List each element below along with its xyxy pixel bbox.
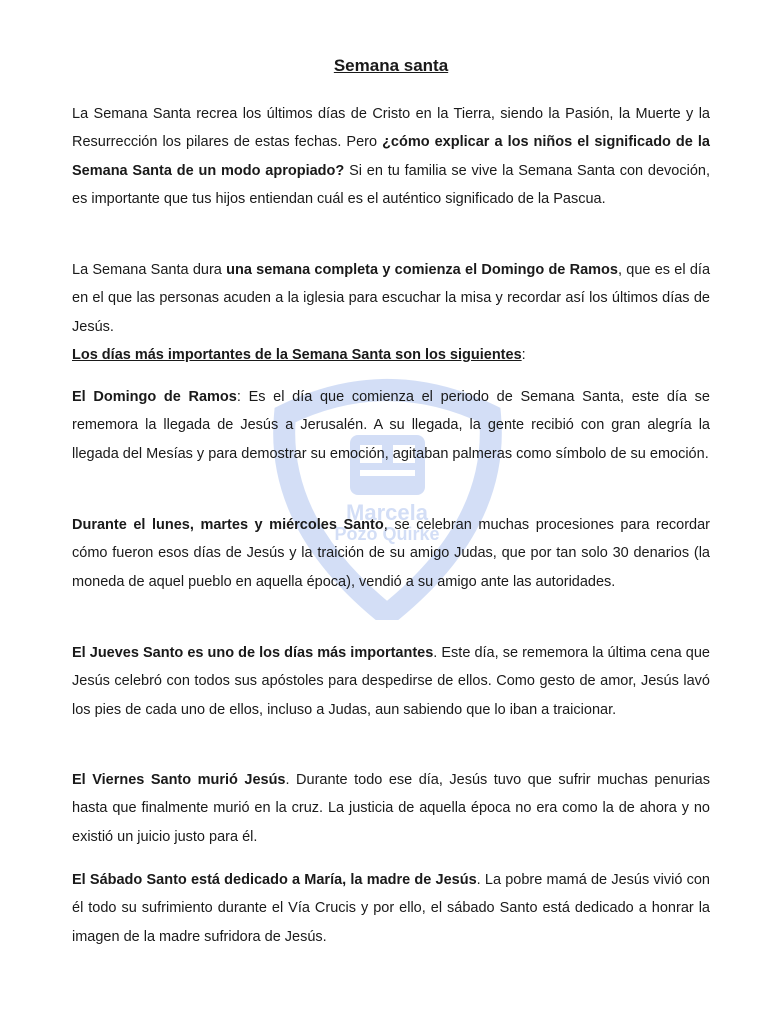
- important-days-heading: Los días más importantes de la Semana Santa son los siguientes:: [72, 347, 526, 363]
- sabado-paragraph: El Sábado Santo está dedicado a María, la madre de Jesús. La pobre mamá de Jesús vivió con él todo su sufrimiento durante el Vía Crucis y por ello, el sábado Santo está dedicado a honrar la imagen de la madre sufridora de Jesús.: [72, 872, 710, 945]
- intro-paragraph: La Semana Santa recrea los últimos días de Cristo en la Tierra, siendo la Pasión, la Muerte y la Resurrección los pilares de estas fechas. Pero ¿cómo explicar a los niños el significado de la Semana Santa de un modo apropiado? Si en tu familia se vive la Semana Santa con devoción, es importante que tus hijos entiendan cuál es el auténtico significado de la Pascua.: [72, 106, 711, 207]
- lunes-paragraph: Durante el lunes, martes y miércoles Santo, se celebran muchas procesiones para recordar cómo fueron esos días de Jesús y la traición de su amigo Judas, que por tan solo 30 denarios (la moneda de aquel pueblo en aquella época), vendió a su amigo ante las autoridades.: [72, 517, 711, 590]
- duration-paragraph: La Semana Santa dura una semana completa y comienza el Domingo de Ramos, que es el día en el que las personas acuden a la iglesia para escuchar la misa y recordar así los últimos días de Jesús.: [72, 262, 711, 335]
- jueves-paragraph: El Jueves Santo es uno de los días más importantes. Este día, se rememora la última cena que Jesús celebró con todos sus apóstoles para despedirse de ellos. Como gesto de amor, Jesús lavó los pies de cada uno de ellos, incluso a Judas, aun sabiendo que lo iban a traicionar.: [72, 645, 710, 718]
- domingo-paragraph: El Domingo de Ramos: Es el día que comienza el periodo de Semana Santa, este día se rememora la llegada de Jesús a Jerusalén. A su llegada, la gente recibió con gran alegría la llegada del Mesías y para demostrar su emoción, agitaban palmeras como símbolo de su emoción.: [72, 389, 710, 462]
- watermark-name: Marcela: [346, 500, 428, 525]
- viernes-paragraph: El Viernes Santo murió Jesús. Durante todo ese día, Jesús tuvo que sufrir muchas penurias hasta que finalmente murió en la cruz. La justicia de aquella época no era como la de ahora y no existió un juicio justo para él.: [72, 772, 710, 845]
- watermark-surname: Pozo Quirke: [334, 524, 440, 544]
- document-title: Semana santa: [333, 56, 449, 75]
